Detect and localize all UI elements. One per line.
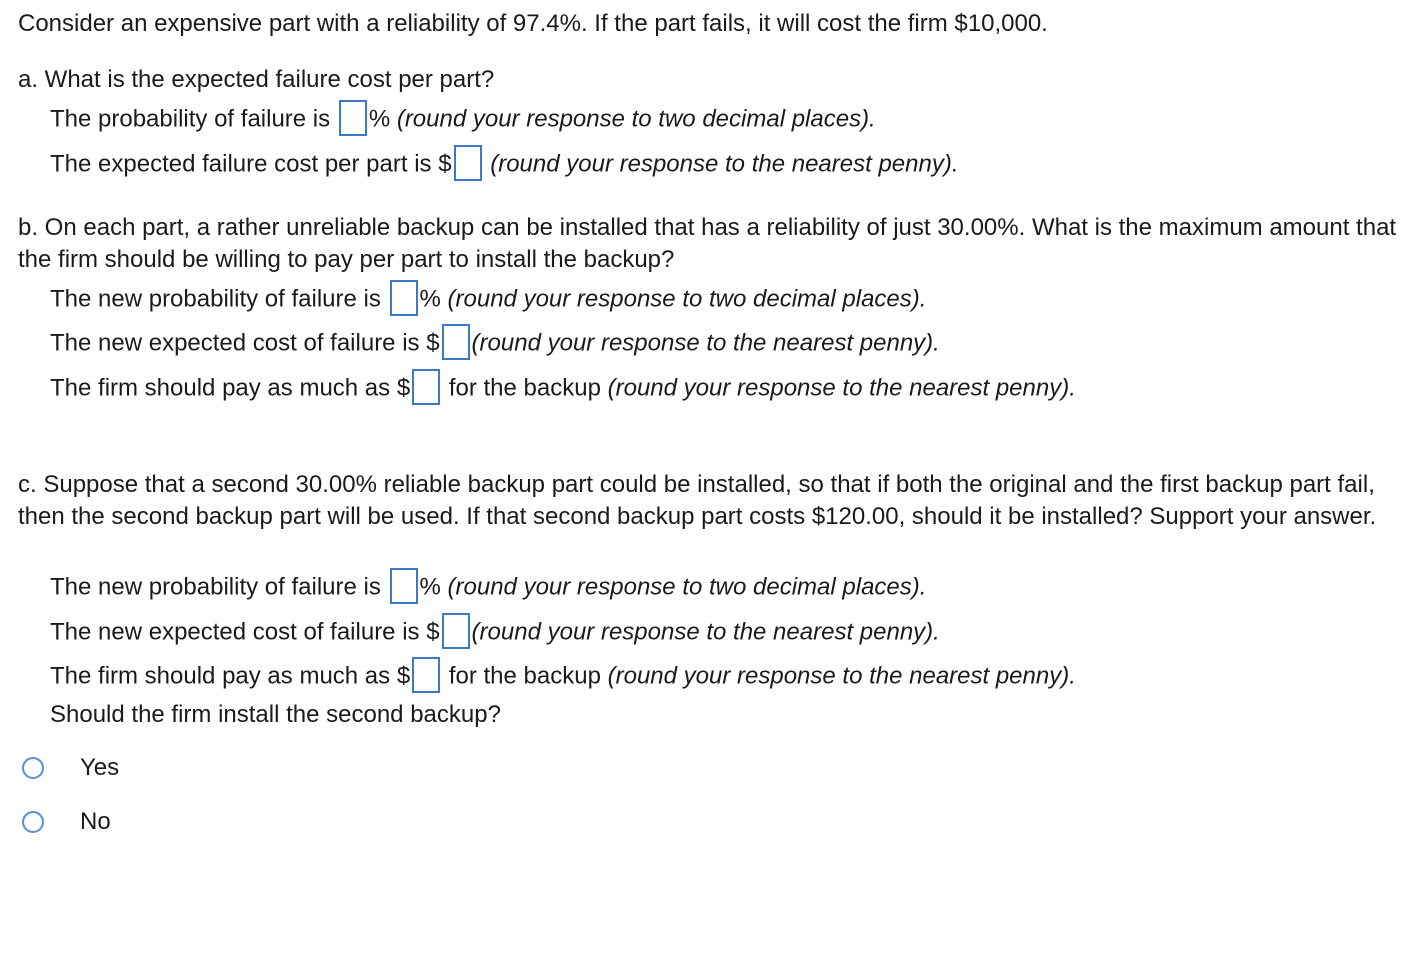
part-c-line-cost bbox=[50, 615, 940, 651]
part-c-question: c. Suppose that a second 30.00% reliable backup part could be installed, so that if both the original and the first backup part fail, then the second backup part will be used. If that second backup part costs $120.00, should it be installed? Support your answer. bbox=[18, 471, 1377, 530]
part-c-cost-label: The new expected cost of failure is $ bbox=[50, 618, 440, 646]
part-b-cost-input[interactable] bbox=[442, 324, 470, 360]
radio-option-no[interactable] bbox=[22, 808, 111, 836]
part-c-pay-input[interactable] bbox=[412, 657, 440, 693]
part-c-pay-hint: (round your response to the nearest penny). bbox=[600, 662, 1076, 690]
radio-option-yes[interactable] bbox=[22, 754, 119, 782]
part-a-cost-hint: (round your response to the nearest penny). bbox=[483, 150, 959, 178]
part-c-install-question: Should the firm install the second backup? bbox=[50, 701, 501, 728]
part-b-percent-sign: % bbox=[419, 285, 441, 313]
part-a-probability-label: The probability of failure is bbox=[50, 105, 331, 133]
part-b-pay-after: for the backup bbox=[442, 374, 601, 402]
part-b-question: b. On each part, a rather unreliable backup can be installed that has a reliability of just 30.00%. What is the maximum amount that the firm should be willing to pay per part to install the backup? bbox=[18, 214, 1397, 273]
part-b-line-cost bbox=[50, 326, 940, 362]
part-c-cost-input[interactable] bbox=[442, 613, 470, 649]
part-c-probability-input[interactable] bbox=[390, 568, 418, 604]
part-b-line-pay bbox=[50, 371, 1076, 407]
part-a-cost-input[interactable] bbox=[454, 145, 482, 181]
part-a-question: a. What is the expected failure cost per part? bbox=[18, 66, 495, 93]
part-a-probability-hint: (round your response to two decimal places). bbox=[390, 105, 876, 133]
part-a-line-probability bbox=[50, 102, 876, 138]
part-b-pay-hint: (round your response to the nearest penny). bbox=[600, 374, 1076, 402]
part-c-probability-hint: (round your response to two decimal places). bbox=[440, 573, 927, 601]
part-c-percent-sign: % bbox=[419, 573, 441, 601]
part-c-probability-label: The new probability of failure is bbox=[50, 573, 381, 601]
part-a-cost-label: The expected failure cost per part is $ bbox=[50, 150, 452, 178]
part-b-line-probability bbox=[50, 282, 926, 318]
part-a-percent-sign: % bbox=[368, 105, 391, 133]
part-b-probability-input[interactable] bbox=[390, 280, 418, 316]
part-b-cost-label: The new expected cost of failure is $ bbox=[50, 329, 440, 357]
part-b-probability-hint: (round your response to two decimal places). bbox=[440, 285, 927, 313]
part-c-line-pay bbox=[50, 659, 1076, 695]
radio-button-no[interactable] bbox=[22, 811, 44, 833]
part-a-probability-input[interactable] bbox=[339, 100, 367, 136]
part-b-probability-label: The new probability of failure is bbox=[50, 285, 381, 313]
radio-button-yes[interactable] bbox=[22, 757, 44, 779]
part-c-cost-hint: (round your response to the nearest penny). bbox=[471, 618, 940, 646]
part-c-pay-after: for the backup bbox=[442, 662, 601, 690]
problem-intro: Consider an expensive part with a reliability of 97.4%. If the part fails, it will cost the firm $10,000. bbox=[18, 10, 1048, 37]
part-c-line-probability bbox=[50, 570, 926, 606]
radio-label-no: No bbox=[80, 808, 111, 835]
part-a-line-cost bbox=[50, 147, 959, 183]
part-b-pay-label: The firm should pay as much as $ bbox=[50, 374, 411, 402]
part-b-pay-input[interactable] bbox=[412, 369, 440, 405]
part-b-cost-hint: (round your response to the nearest penny). bbox=[471, 329, 940, 357]
part-c-pay-label: The firm should pay as much as $ bbox=[50, 662, 411, 690]
radio-label-yes: Yes bbox=[80, 754, 120, 781]
